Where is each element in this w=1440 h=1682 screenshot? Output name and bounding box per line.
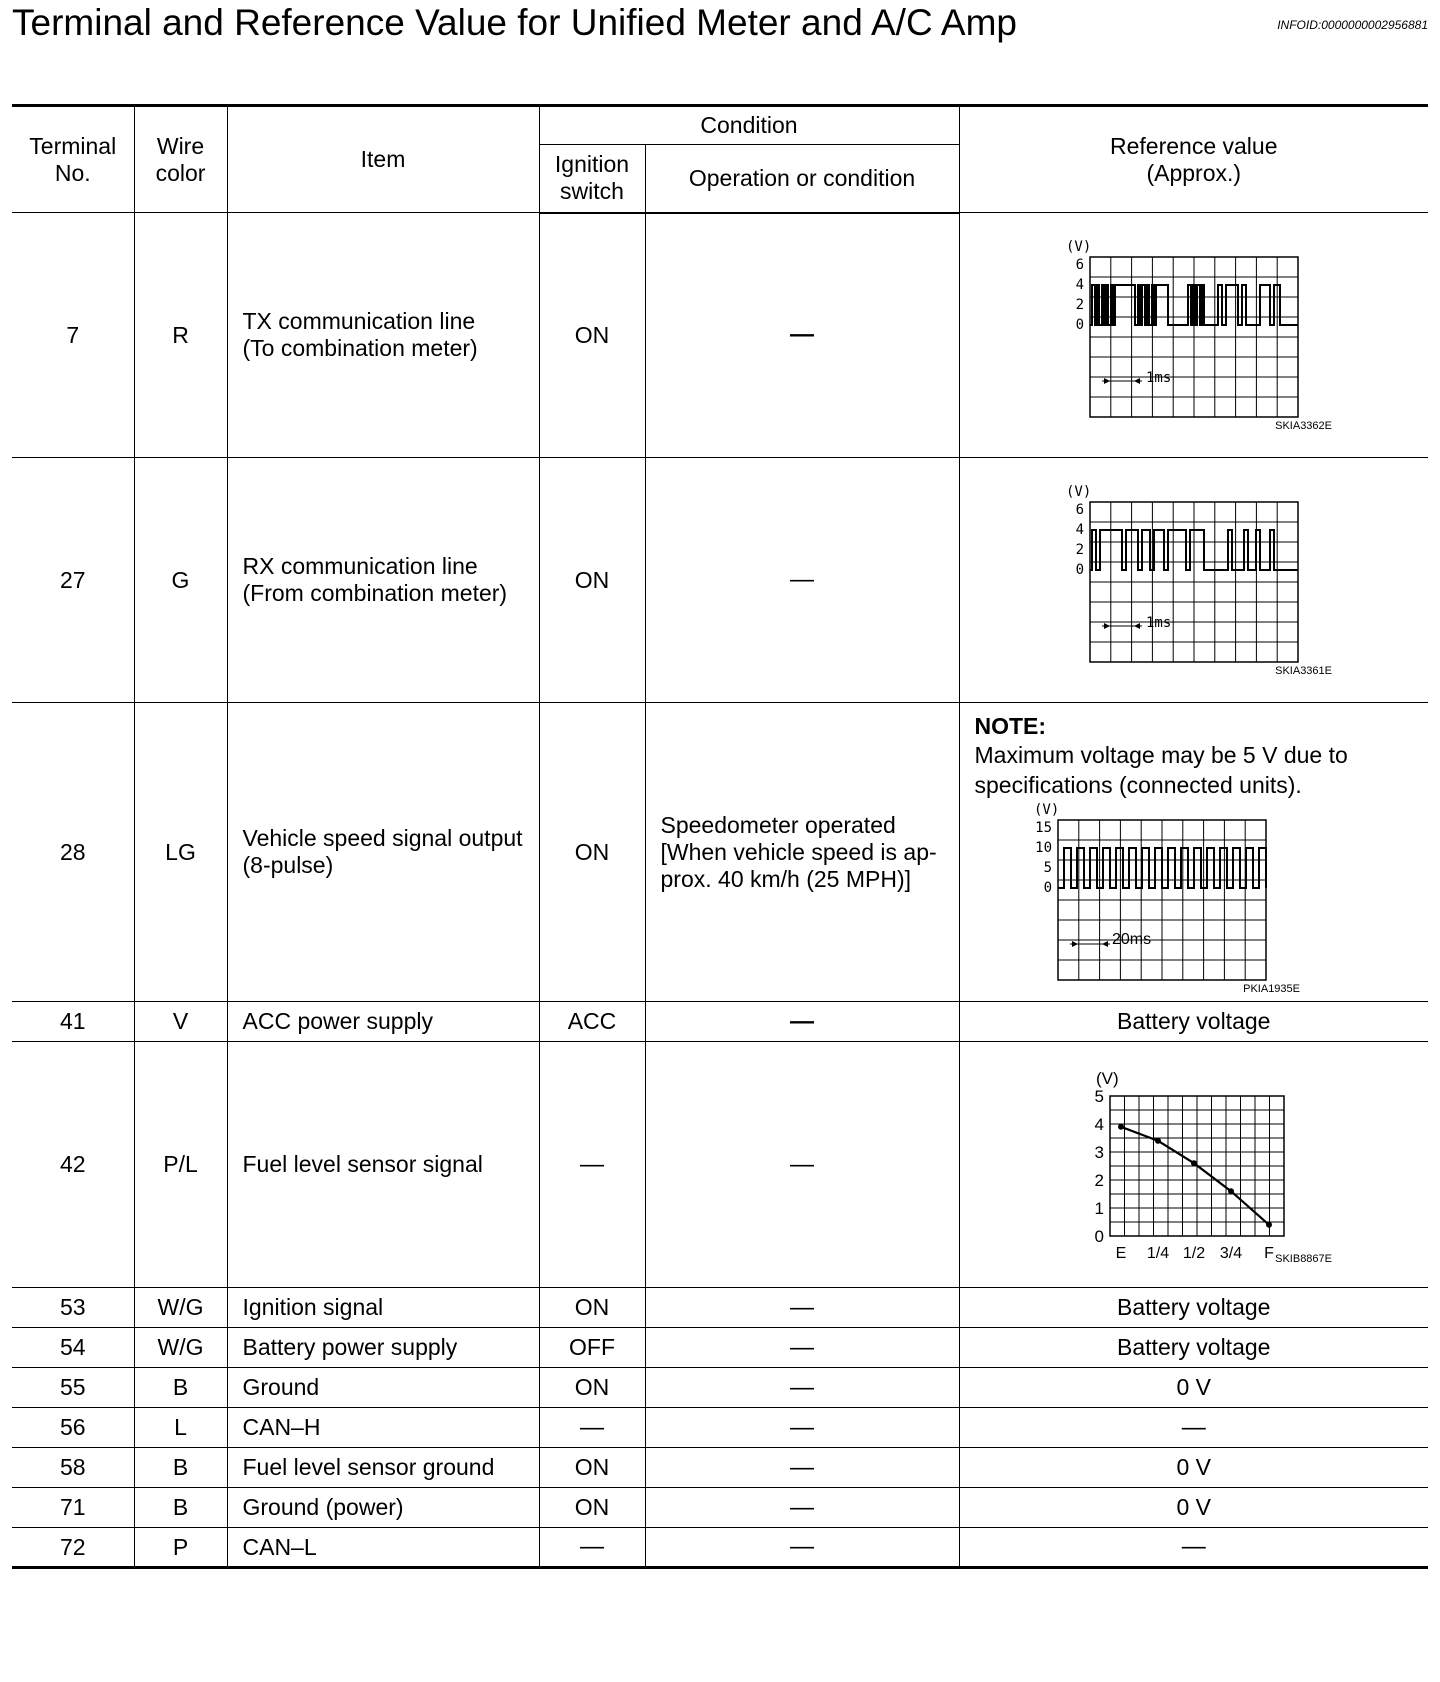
ignition-cell: — bbox=[539, 1528, 645, 1568]
header-reference: Reference value (Approx.) bbox=[959, 106, 1428, 213]
data-point bbox=[1118, 1124, 1124, 1130]
reference-cell: Battery voltage bbox=[959, 1288, 1428, 1328]
wire-cell: W/G bbox=[134, 1288, 227, 1328]
reference-cell: Battery voltage bbox=[959, 1002, 1428, 1042]
table-row bbox=[12, 1328, 1428, 1368]
terminal-cell: 58 bbox=[12, 1448, 134, 1488]
wire-cell: B bbox=[134, 1488, 227, 1528]
header-condition: Condition bbox=[539, 106, 959, 145]
ignition-cell: ON bbox=[539, 1368, 645, 1408]
svg-text:6: 6 bbox=[1075, 501, 1084, 518]
item-cell: ACC power supply bbox=[227, 1002, 539, 1042]
rx-waveform bbox=[1034, 478, 1354, 683]
terminal-cell: 72 bbox=[12, 1528, 134, 1568]
ignition-cell: ON bbox=[539, 213, 645, 458]
item-cell: Battery power supply bbox=[227, 1328, 539, 1368]
page-title: Terminal and Reference Value for Unified Meter and A/C Amp bbox=[12, 2, 1017, 43]
svg-text:5: 5 bbox=[1043, 860, 1052, 876]
reference-cell bbox=[959, 458, 1428, 703]
ignition-cell: ON bbox=[539, 1288, 645, 1328]
header-item: Item bbox=[227, 106, 539, 213]
reference-cell bbox=[959, 213, 1428, 458]
svg-text:2: 2 bbox=[1075, 296, 1084, 313]
x-tick-label: 3/4 bbox=[1219, 1245, 1242, 1262]
x-tick-label: E bbox=[1115, 1245, 1127, 1262]
figure-code: SKIB8867E bbox=[1274, 1253, 1332, 1265]
data-point bbox=[1155, 1138, 1161, 1144]
table-row bbox=[12, 703, 1428, 1002]
arrow-head bbox=[1134, 623, 1140, 629]
operation-cell: — bbox=[645, 213, 959, 458]
terminal-cell: 41 bbox=[12, 1002, 134, 1042]
header-terminal: Terminal No. bbox=[12, 106, 134, 213]
x-tick-label: 1/2 bbox=[1182, 1245, 1205, 1262]
svg-text:(V): (V) bbox=[1065, 238, 1092, 255]
ignition-cell: ACC bbox=[539, 1002, 645, 1042]
data-point bbox=[1266, 1222, 1272, 1228]
table-row bbox=[12, 1288, 1428, 1328]
wire-cell: V bbox=[134, 1002, 227, 1042]
wire-cell: P bbox=[134, 1528, 227, 1568]
operation-cell: — bbox=[645, 1002, 959, 1042]
note-title: NOTE: bbox=[974, 713, 1047, 739]
reference-cell: 0 V bbox=[959, 1368, 1428, 1408]
ignition-cell: — bbox=[539, 1042, 645, 1288]
header-operation: Operation or condition bbox=[645, 145, 959, 213]
ignition-cell: ON bbox=[539, 1448, 645, 1488]
table-row bbox=[12, 1002, 1428, 1042]
speed-waveform bbox=[1002, 800, 1322, 1000]
ignition-cell: ON bbox=[539, 458, 645, 703]
reference-cell: — bbox=[959, 1528, 1428, 1568]
y-tick-label: 4 bbox=[1094, 1115, 1104, 1134]
terminal-cell: 27 bbox=[12, 458, 134, 703]
ignition-cell: ON bbox=[539, 1488, 645, 1528]
wire-cell: R bbox=[134, 213, 227, 458]
terminal-cell: 42 bbox=[12, 1042, 134, 1288]
item-cell: TX communication line (To combination meter) bbox=[227, 213, 539, 458]
operation-cell: — bbox=[645, 1042, 959, 1288]
arrow-head bbox=[1134, 378, 1140, 384]
series-line bbox=[1121, 1127, 1269, 1225]
table-row bbox=[12, 1528, 1428, 1568]
operation-cell: — bbox=[645, 1328, 959, 1368]
svg-text:1ms: 1ms bbox=[1145, 369, 1172, 386]
table-row bbox=[12, 1448, 1428, 1488]
wire-cell: B bbox=[134, 1368, 227, 1408]
operation-cell: — bbox=[645, 1368, 959, 1408]
reference-cell bbox=[959, 703, 1428, 1002]
operation-cell: Speedometer operated [When vehicle speed is ap- prox. 40 km/h (25 MPH)] bbox=[645, 703, 959, 1002]
table-row bbox=[12, 213, 1428, 458]
terminal-cell: 54 bbox=[12, 1328, 134, 1368]
item-cell: Ground bbox=[227, 1368, 539, 1408]
svg-text:0: 0 bbox=[1043, 880, 1052, 896]
svg-text:0: 0 bbox=[1075, 316, 1084, 333]
svg-text:PKIA1935E: PKIA1935E bbox=[1242, 983, 1300, 995]
svg-text:20ms: 20ms bbox=[1111, 931, 1151, 948]
arrow-head bbox=[1102, 941, 1108, 947]
reference-cell: — bbox=[959, 1408, 1428, 1448]
table-row bbox=[12, 1368, 1428, 1408]
wire-cell: G bbox=[134, 458, 227, 703]
y-tick-label: 1 bbox=[1094, 1199, 1104, 1218]
y-tick-label: 0 bbox=[1094, 1227, 1104, 1246]
table-row bbox=[12, 458, 1428, 703]
svg-text:(V): (V) bbox=[1033, 802, 1059, 818]
data-point bbox=[1228, 1188, 1234, 1194]
svg-text:4: 4 bbox=[1075, 276, 1084, 293]
table-row bbox=[12, 1408, 1428, 1448]
x-tick-label: F bbox=[1263, 1245, 1274, 1262]
svg-text:6: 6 bbox=[1075, 256, 1084, 273]
arrow-head bbox=[1104, 623, 1110, 629]
reference-cell: Battery voltage bbox=[959, 1328, 1428, 1368]
reference-cell: 0 V bbox=[959, 1488, 1428, 1528]
svg-text:15: 15 bbox=[1034, 820, 1052, 836]
table-row bbox=[12, 1488, 1428, 1528]
wire-cell: LG bbox=[134, 703, 227, 1002]
fuel-level-chart bbox=[1034, 1062, 1354, 1267]
operation-cell: — bbox=[645, 1488, 959, 1528]
ignition-cell: — bbox=[539, 1408, 645, 1448]
y-tick-label: 3 bbox=[1094, 1143, 1104, 1162]
reference-cell: 0 V bbox=[959, 1448, 1428, 1488]
terminal-reference-table bbox=[12, 104, 1428, 1569]
item-cell: Ground (power) bbox=[227, 1488, 539, 1528]
y-unit-label: (V) bbox=[1095, 1069, 1119, 1088]
wire-cell: P/L bbox=[134, 1042, 227, 1288]
item-cell: Ignition signal bbox=[227, 1288, 539, 1328]
item-cell: Fuel level sensor ground bbox=[227, 1448, 539, 1488]
x-tick-label: 1/4 bbox=[1146, 1245, 1169, 1262]
operation-cell: — bbox=[645, 1288, 959, 1328]
reference-cell bbox=[959, 1042, 1428, 1288]
svg-text:1ms: 1ms bbox=[1145, 614, 1172, 631]
y-tick-label: 2 bbox=[1094, 1171, 1104, 1190]
svg-text:(V): (V) bbox=[1065, 483, 1092, 500]
terminal-cell: 56 bbox=[12, 1408, 134, 1448]
svg-text:SKIA3362E: SKIA3362E bbox=[1274, 419, 1332, 432]
svg-text:SKIA3361E: SKIA3361E bbox=[1274, 664, 1332, 677]
item-cell: Fuel level sensor signal bbox=[227, 1042, 539, 1288]
item-cell: RX communication line (From combination meter) bbox=[227, 458, 539, 703]
terminal-cell: 53 bbox=[12, 1288, 134, 1328]
terminal-cell: 7 bbox=[12, 213, 134, 458]
item-cell: CAN–H bbox=[227, 1408, 539, 1448]
ignition-cell: ON bbox=[539, 703, 645, 1002]
operation-cell: — bbox=[645, 1408, 959, 1448]
note-text: Maximum voltage may be 5 V due to specifications (connected units). bbox=[974, 742, 1348, 798]
terminal-cell: 55 bbox=[12, 1368, 134, 1408]
wire-cell: W/G bbox=[134, 1328, 227, 1368]
info-id: INFOID:0000000002956881 bbox=[1277, 18, 1428, 32]
operation-cell: — bbox=[645, 1528, 959, 1568]
terminal-cell: 28 bbox=[12, 703, 134, 1002]
header-ignition-switch: Ignition switch bbox=[539, 145, 645, 213]
item-cell: CAN–L bbox=[227, 1528, 539, 1568]
arrow-head bbox=[1104, 378, 1110, 384]
wire-cell: B bbox=[134, 1448, 227, 1488]
item-cell: Vehicle speed signal output (8-pulse) bbox=[227, 703, 539, 1002]
operation-cell: — bbox=[645, 1448, 959, 1488]
wire-cell: L bbox=[134, 1408, 227, 1448]
svg-text:10: 10 bbox=[1034, 840, 1052, 856]
tx-waveform bbox=[1034, 233, 1354, 438]
header-wire-color: Wire color bbox=[134, 106, 227, 213]
operation-cell: — bbox=[645, 458, 959, 703]
table-row bbox=[12, 1042, 1428, 1288]
arrow-head bbox=[1072, 941, 1078, 947]
svg-text:4: 4 bbox=[1075, 521, 1084, 538]
ignition-cell: OFF bbox=[539, 1328, 645, 1368]
data-point bbox=[1191, 1160, 1197, 1166]
terminal-cell: 71 bbox=[12, 1488, 134, 1528]
y-tick-label: 5 bbox=[1094, 1087, 1104, 1106]
svg-text:2: 2 bbox=[1075, 541, 1084, 558]
svg-text:0: 0 bbox=[1075, 561, 1084, 578]
